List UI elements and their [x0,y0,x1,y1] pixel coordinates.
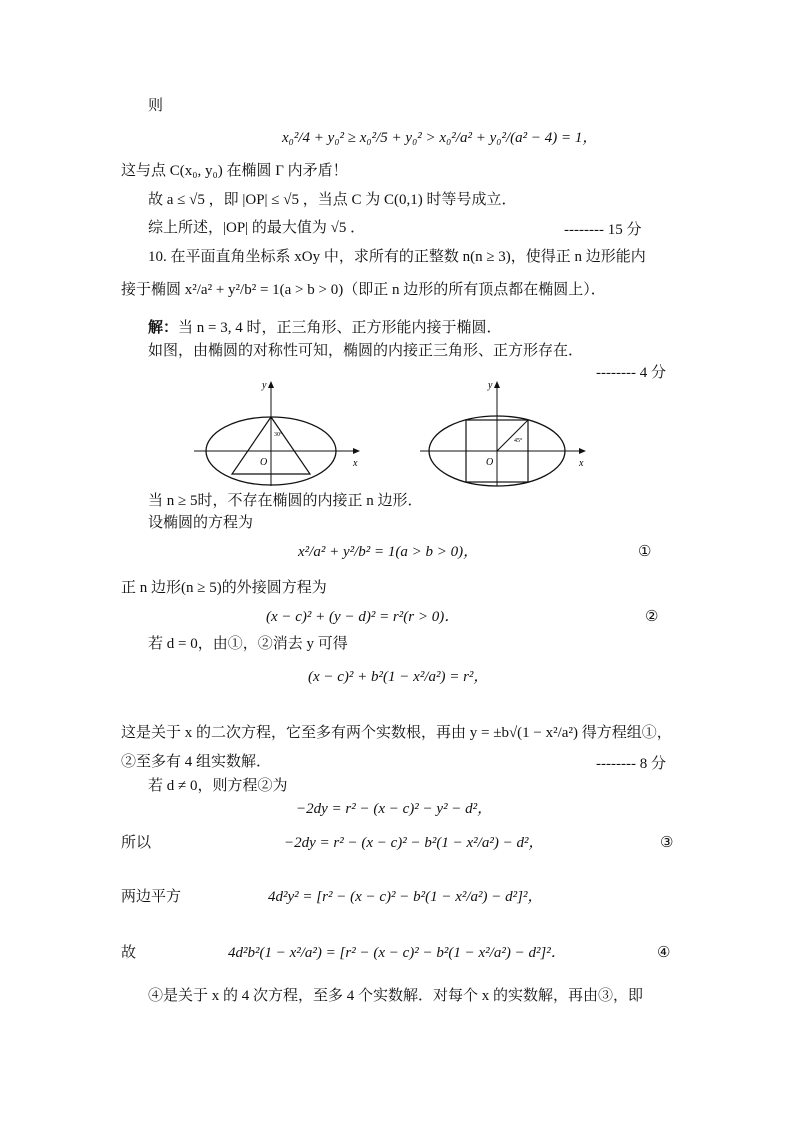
text-line-conclusion: 综上所述，|OP| 的最大值为 √5 ． [148,220,366,236]
text-line-hence: 故 [121,945,137,961]
formula-1: x²/a² + y²/b² = 1(a > b > 0)， [298,544,479,560]
problem-10-line-2: 接于椭圆 x²/a² + y²/b² = 1(a > b > 0)（即正 n 边形的所有顶点都在椭圆上）． [121,282,606,298]
y-label-1: y [262,380,267,391]
solution-text: 当 n = 3, 4 时，正三角形、正方形能内接于椭圆． [178,320,502,336]
eq-number-2: ② [645,609,659,625]
inequality-formula: x₀²/4 + y₀² ≥ x₀²/5 + y₀² > x₀²/a² + y₀²/(a² − 4) = 1， [282,130,598,146]
solution-line-2: 如图，由椭圆的对称性可知，椭圆的内接正三角形、正方形存在． [148,343,584,359]
formula-quadratic: (x − c)² + b²(1 − x²/a²) = r²， [308,669,489,685]
text-line-bound: 故 a ≤ √5 ，即 |OP| ≤ √5 ，当点 C 为 C(0,1) 时等号成立． [148,192,517,208]
angle-label-1: 30° [274,432,283,438]
formula-squared: 4d²y² = [r² − (x − c)² − b²(1 − x²/a²) − d²]²， [268,889,543,905]
x-arrow-2 [579,448,586,454]
score-8: -------- 8 分 [596,756,666,772]
x-label-1: x [353,458,358,469]
score-15: -------- 15 分 [564,222,642,238]
text-line-therefore: 所以 [121,835,152,851]
eq-number-1: ① [638,544,652,560]
problem-10-line-1: 10. 在平面直角坐标系 xOy 中，求所有的正整数 n(n ≥ 3)，使得正 n 边形能内 [148,249,646,265]
text-line-d-nonzero: 若 d ≠ 0，则方程②为 [148,778,288,794]
text-line-square-both: 两边平方 [121,889,182,905]
y-label-2: y [488,380,493,391]
text-line-circumcircle: 正 n 边形(n ≥ 5)的外接圆方程为 [121,580,327,596]
text-line-ellipse-eq: 设椭圆的方程为 [148,515,254,531]
x-arrow-1 [353,448,360,454]
formula-eq2-expanded: −2dy = r² − (x − c)² − y² − d²， [296,801,493,817]
origin-label-2: O [486,457,494,468]
diagonal-2 [497,420,528,451]
y-arrow-2 [494,381,500,388]
angle-label-2: 45° [514,438,523,444]
eq-number-4: ④ [657,945,671,961]
x-label-2: x [579,458,584,469]
eq-number-3: ③ [660,835,674,851]
figure-ellipse-square [414,378,594,488]
formula-4: 4d²b²(1 − x²/a²) = [r² − (x − c)² − b²(1 − x²/a²) − d²]²． [228,945,566,961]
text-line-contradiction: 这与点 C(x₀, y₀) 在椭圆 Γ 内矛盾！ [121,163,348,179]
text-line-n-ge-5: 当 n ≥ 5时，不存在椭圆的内接正 n 边形． [148,493,423,509]
text-line-four-solutions: ②至多有 4 组实数解． [121,754,272,770]
score-4: -------- 4 分 [596,365,666,381]
solution-line-1 [148,318,501,338]
origin-label-1: O [260,457,268,468]
text-line-quadratic-note: 这是关于 x 的二次方程，它至多有两个实数根，再由 y = ±b√(1 − x²/a²) 得方程组①， [121,725,672,741]
text-line-d-zero: 若 d = 0，由①，②消去 y 可得 [148,636,348,652]
solution-head: 解： [148,320,179,336]
text-line-then: 则 [148,98,164,114]
text-line-quartic: ④是关于 x 的 4 次方程，至多 4 个实数解．对每个 x 的实数解，再由③，即 [148,988,644,1004]
figure-ellipse-triangle [188,378,368,488]
formula-2: (x − c)² + (y − d)² = r²(r > 0)． [266,609,460,625]
y-arrow-1 [268,381,274,388]
formula-3: −2dy = r² − (x − c)² − b²(1 − x²/a²) − d²， [284,835,544,851]
